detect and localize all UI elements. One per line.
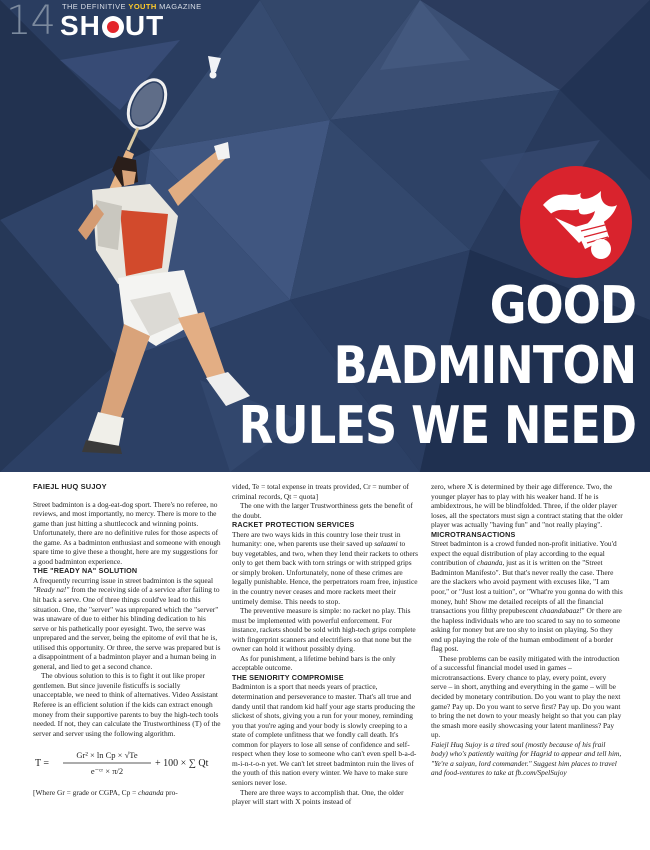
headline-line-2: BADMINTON [333, 336, 636, 396]
text-run: Street badminton is a crowd funded non-profit initiative. You'd expect the equal distribution of play according to the equal contribution of [431, 539, 617, 568]
tagline-pre: THE DEFINITIVE [62, 2, 129, 11]
byline: FAIEJL HUQ SUJOY [33, 482, 107, 491]
paragraph: The preventive measure is simple: no racket no play. This must be implemented with powerful enforcement. For instance, rackets should be sold with high-tech grips complete with fingerprint scanners and electrifiers so that none but the owner can hold it without possibly dying. [232, 606, 416, 654]
paragraph: The obvious solution to this is to fight it out like proper gentlemen. But since juvenile fisticuffs is socially unacceptable, we need to think of alternatives. Video Assistant Referee is an efficient solution if the kids can extract enough money from their supportive parents to buy the high-tech tools needed. If not, they can calculate the Trustworthiness (T) of the server and server using the following algorithm. [33, 671, 221, 738]
text-run: to buy vegetables, and two, when they lend their rackets to others only to get them back with torn strings or with stripped grips or simply broken. Unfortunately, none of these crimes are legally punishable. Hence, the perpetrators roam free, injustice in the country never ceases and more rackets meet their untimely demise. This needs to stop. [232, 539, 418, 606]
page-number: 14 [6, 0, 55, 44]
paragraph: zero, where X is determined by their age difference. Two, the younger player has to play with his weaker hand. If he is ambidextrous, he will be blindfolded. Three, if the older player loses, all the spectators must sign a contract stating that the older player was actually "having fun" and "not really playing". [431, 482, 623, 530]
text-run-italic: "Ready na!" [33, 585, 70, 595]
text-run-italic: chaanda [138, 788, 164, 798]
masthead [0, 0, 260, 42]
paragraph [33, 788, 222, 798]
article-body [0, 472, 650, 850]
brand-end: UT [124, 10, 165, 41]
text-run: , just as it is written on the "Street Badminton Manifesto". But that's never really the case. There are the slackers who avoid payment with excuses like, "I am poor," or "Just lost a tuition", or "What're you gonna do with this money, huh! Show me detailed receipts of all the financial transactions you filthy prepubescent [431, 558, 623, 616]
trustworthiness-formula [33, 746, 222, 778]
formula-numerator: Gr² × ln Cp × √Te [76, 750, 138, 761]
paragraph: As for punishment, a lifetime behind bars is the only acceptable outcome. [232, 653, 396, 673]
text-run-italic: chaanda [476, 558, 503, 568]
paragraph: vided, Te = total expense in treats provided, Cr = number of criminal records, Qt = quota] [232, 482, 410, 501]
paragraph: These problems can be easily mitigated with the introduction of a successful financial model used in games – microtransactions. Every chance to play, every point, every serve – in short, anything and everything in the game – will be decided by monetary contribution. Do you want to play the next game? Pay up. Do you want to serve first? Pay up. Do you want to bring the net down to your measly height so that you can play the smash more easily showcasing your latent manliness? Pay up. [431, 653, 622, 740]
paragraph [431, 539, 623, 654]
paragraph: Badminton is a sport that needs years of practice, determination and perseverance to master. That's all true and dandy until that random kid half your age starts producing the slickest of shots, giving you a run for your money, reminding you that you're aging and your body is slowly creeping to a state of complete unfitness that we fondly call death. It's common for players to lose all sense of confidence and self-respect when they lose to someone who can't even spell b-a-d-m-i-n-t-o-n yet. We can't let street badminton ruin the lives of the youth of this nation every winter. We have to make sure seniors never lose. [232, 682, 417, 787]
tagline-post: MAGAZINE [156, 2, 202, 11]
article-column-1 [33, 482, 222, 850]
formula-t: T = [35, 758, 50, 770]
formula-tail: + 100 × ∑ Qt [155, 758, 209, 770]
headline-line-1: GOOD [489, 276, 636, 336]
formula-denominator: e⁻ᶜʳ × π/2 [90, 766, 124, 777]
author-bio: Faiejl Huq Sujoy is a tired soul (mostly because of his frail body) who's patiently waiting for Hagrid to appear and tell him, "Ye're a saiyan, lord commander." Suggest him places to travel and food-ventures to take at fb.com/SpelSujoy [431, 739, 622, 778]
text-run: from the receiving side of a service after failing to hit back a serve. One of three things could've lead to this situation. One, the "server" was unprepared which the "server" was unaware of due to either his blinding dedication to his serve or his pathetically poor eyesight. Two, the serve was unprepared and the server, being the epitome of evil that he is, utilised this opportunity. Or three, the serve was prepared but is a disappointment of a badminton player and a human being in general, and lied to get a second chance. [33, 585, 221, 671]
tagline-youth: YOUTH [128, 2, 157, 11]
article-headline [239, 276, 636, 456]
article-column-2 [232, 482, 418, 850]
intro-paragraph: Street badminton is a dog-eat-dog sport. There's no referee, no reviews, and most importantly, no mercy. There is more to the game than just hitting a shuttlecock and winning points. Unfortunately, there are no definitive rules for those aspects of the game. As a badminton enthusiast and someone with enough spare time to give these a thought, here are my suggestions for a good badminton experience. [33, 499, 221, 566]
subheading-microtransactions: MICROTRANSACTIONS [431, 529, 516, 539]
subheading-racket-protection: RACKET PROTECTION SERVICES [232, 520, 355, 530]
subheading-ready-na: THE "READY NA" SOLUTION [33, 566, 138, 576]
brand-start: SH [60, 10, 101, 41]
text-run: A frequently recurring issue in street badminton is the squeal [33, 575, 213, 585]
article-column-3 [431, 482, 623, 850]
shuttlecock-fire-icon [519, 165, 633, 279]
text-run: There are two ways kids in this country lose their trust in humanity: one, when parents use their saved up [232, 529, 401, 549]
text-run: pro- [163, 788, 178, 798]
text-run-italic: salaami [374, 539, 398, 549]
subheading-seniority: THE SENIORITY COMPROMISE [232, 672, 344, 682]
text-run-italic: chaandabaaz! [539, 606, 582, 616]
paragraph: The one with the larger Trustworthiness gets the benefit of the doubt. [232, 501, 413, 520]
paragraph: There are three ways to accomplish that. One, the older player will start with X points instead of [232, 787, 404, 807]
text-run: " Or there are the hapless individuals who are too scared to say no to someone asking for money but are too shy to insist on playing. So they end up playing the role of the human embodiment of a border flag post. [431, 606, 622, 654]
brand-logo [60, 10, 164, 42]
paragraph [33, 576, 222, 671]
text-run: [Where Gr = grade or CGPA, Cp = [33, 788, 139, 798]
headline-line-3: RULES WE NEED [238, 396, 636, 456]
paragraph [232, 530, 418, 606]
brand-o-target-icon [102, 16, 124, 38]
